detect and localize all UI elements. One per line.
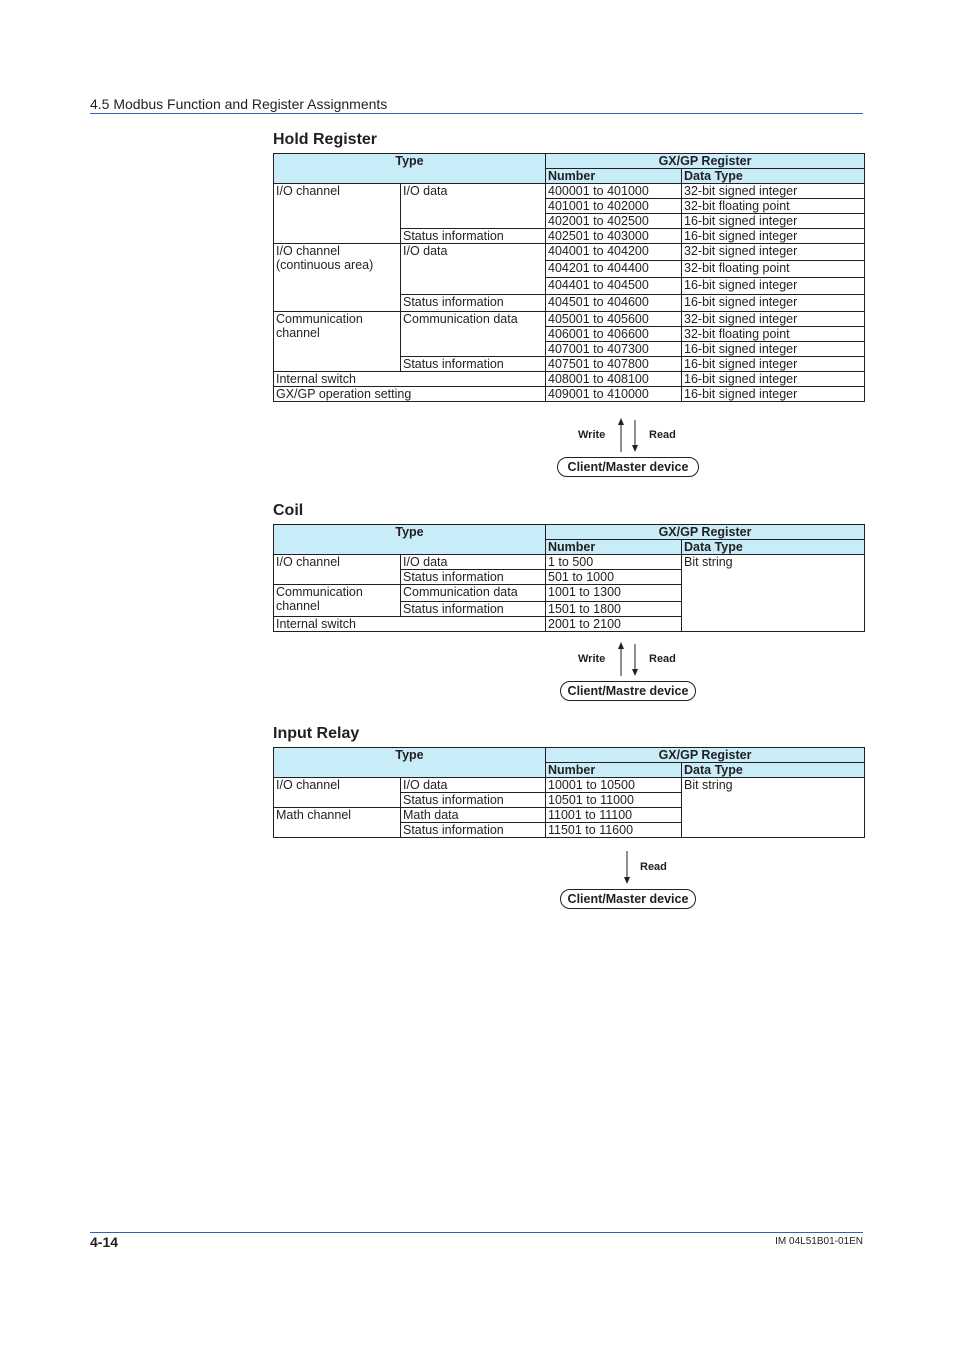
type-header: Type <box>274 154 546 184</box>
subtype-cell: Status information <box>401 229 546 244</box>
type-cell: Internal switch <box>274 617 546 632</box>
write-read-arrows-icon <box>612 642 642 678</box>
table-row <box>274 244 865 261</box>
datatype-cell: 32-bit signed integer <box>682 184 865 199</box>
table-row <box>274 555 865 570</box>
subtype-cell: Status information <box>401 823 546 838</box>
hold-register-title: Hold Register <box>273 131 378 148</box>
datatype-cell: 32-bit floating point <box>682 261 865 278</box>
read-label: Read <box>649 429 676 441</box>
type-cell: Math channel <box>274 808 401 838</box>
number-cell: 402001 to 402500 <box>546 214 682 229</box>
number-header: Number <box>546 540 682 555</box>
register-header: GX/GP Register <box>546 748 865 763</box>
read-label: Read <box>649 653 676 665</box>
number-cell: 1 to 500 <box>546 555 682 570</box>
table-header-row <box>274 154 865 169</box>
client-master-device-box: Client/Master device <box>560 889 696 909</box>
number-cell: 404001 to 404200 <box>546 244 682 261</box>
subtype-cell: I/O data <box>401 244 546 295</box>
client-master-device-box: Client/Master device <box>557 457 699 477</box>
datatype-cell: 32-bit signed integer <box>682 244 865 261</box>
number-cell: 11001 to 11100 <box>546 808 682 823</box>
type-cell: I/O channel <box>274 184 401 244</box>
number-cell: 1001 to 1300 <box>546 585 682 602</box>
datatype-cell: 32-bit floating point <box>682 199 865 214</box>
subtype-cell: Status information <box>401 357 546 372</box>
table-row <box>274 778 865 793</box>
number-cell: 402501 to 403000 <box>546 229 682 244</box>
number-header: Number <box>546 763 682 778</box>
type-cell: Communication channel <box>274 585 401 617</box>
table-row <box>274 387 865 402</box>
number-cell: 1501 to 1800 <box>546 602 682 617</box>
input-relay-table <box>273 747 865 838</box>
datatype-header: Data Type <box>682 169 865 184</box>
number-cell: 408001 to 408100 <box>546 372 682 387</box>
subtype-cell: Math data <box>401 808 546 823</box>
write-read-arrows-icon <box>612 418 642 454</box>
type-header: Type <box>274 748 546 778</box>
number-cell: 10001 to 10500 <box>546 778 682 793</box>
type-header: Type <box>274 525 546 555</box>
number-cell: 10501 to 11000 <box>546 793 682 808</box>
register-header: GX/GP Register <box>546 525 865 540</box>
subtype-cell: Status information <box>401 570 546 585</box>
register-header: GX/GP Register <box>546 154 865 169</box>
number-cell: 405001 to 405600 <box>546 312 682 327</box>
coil-table <box>273 524 865 632</box>
read-label: Read <box>640 861 667 873</box>
subtype-cell: I/O data <box>401 555 546 570</box>
number-cell: 407001 to 407300 <box>546 342 682 357</box>
datatype-header: Data Type <box>682 763 865 778</box>
datatype-cell: 16-bit signed integer <box>682 387 865 402</box>
subtype-cell: Communication data <box>401 585 546 602</box>
datatype-cell: 16-bit signed integer <box>682 278 865 295</box>
number-cell: 2001 to 2100 <box>546 617 682 632</box>
number-cell: 407501 to 407800 <box>546 357 682 372</box>
subtype-cell: Status information <box>401 793 546 808</box>
subtype-cell: Status information <box>401 295 546 312</box>
page-number: 4-14 <box>90 1234 119 1250</box>
datatype-cell: 16-bit signed integer <box>682 214 865 229</box>
datatype-cell: 32-bit signed integer <box>682 312 865 327</box>
table-row <box>274 372 865 387</box>
datatype-cell: 16-bit signed integer <box>682 229 865 244</box>
subtype-cell: Communication data <box>401 312 546 357</box>
type-cell: I/O channel <box>274 555 401 585</box>
number-cell: 404401 to 404500 <box>546 278 682 295</box>
type-cell: Internal switch <box>274 372 546 387</box>
input-relay-title: Input Relay <box>273 725 360 742</box>
datatype-cell: 16-bit signed integer <box>682 295 865 312</box>
table-row <box>274 312 865 327</box>
client-master-device-box: Client/Mastre device <box>560 681 696 701</box>
datatype-cell: 32-bit floating point <box>682 327 865 342</box>
number-header: Number <box>546 169 682 184</box>
table-row <box>274 184 865 199</box>
datatype-cell: Bit string <box>682 555 865 632</box>
number-cell: 406001 to 406600 <box>546 327 682 342</box>
subtype-cell: I/O data <box>401 184 546 229</box>
table-header-row <box>274 748 865 763</box>
coil-title: Coil <box>273 502 304 519</box>
datatype-cell: 16-bit signed integer <box>682 342 865 357</box>
number-cell: 501 to 1000 <box>546 570 682 585</box>
type-cell: I/O channel (continuous area) <box>274 244 401 312</box>
read-arrow-icon <box>620 851 634 887</box>
write-label: Write <box>578 429 606 441</box>
write-label: Write <box>578 653 606 665</box>
footer-rule <box>90 1232 863 1233</box>
number-cell: 401001 to 402000 <box>546 199 682 214</box>
subtype-cell: I/O data <box>401 778 546 793</box>
datatype-header: Data Type <box>682 540 865 555</box>
type-cell: GX/GP operation setting <box>274 387 546 402</box>
number-cell: 409001 to 410000 <box>546 387 682 402</box>
subtype-cell: Status information <box>401 602 546 617</box>
datatype-cell: 16-bit signed integer <box>682 357 865 372</box>
table-header-row <box>274 525 865 540</box>
type-cell: I/O channel <box>274 778 401 808</box>
type-cell: Communication channel <box>274 312 401 372</box>
number-cell: 400001 to 401000 <box>546 184 682 199</box>
number-cell: 11501 to 11600 <box>546 823 682 838</box>
number-cell: 404201 to 404400 <box>546 261 682 278</box>
document-id: IM 04L51B01-01EN <box>775 1236 863 1247</box>
number-cell: 404501 to 404600 <box>546 295 682 312</box>
datatype-cell: Bit string <box>682 778 865 838</box>
datatype-cell: 16-bit signed integer <box>682 372 865 387</box>
hold-register-table <box>273 153 865 402</box>
running-header: 4.5 Modbus Function and Register Assignments <box>90 96 863 114</box>
